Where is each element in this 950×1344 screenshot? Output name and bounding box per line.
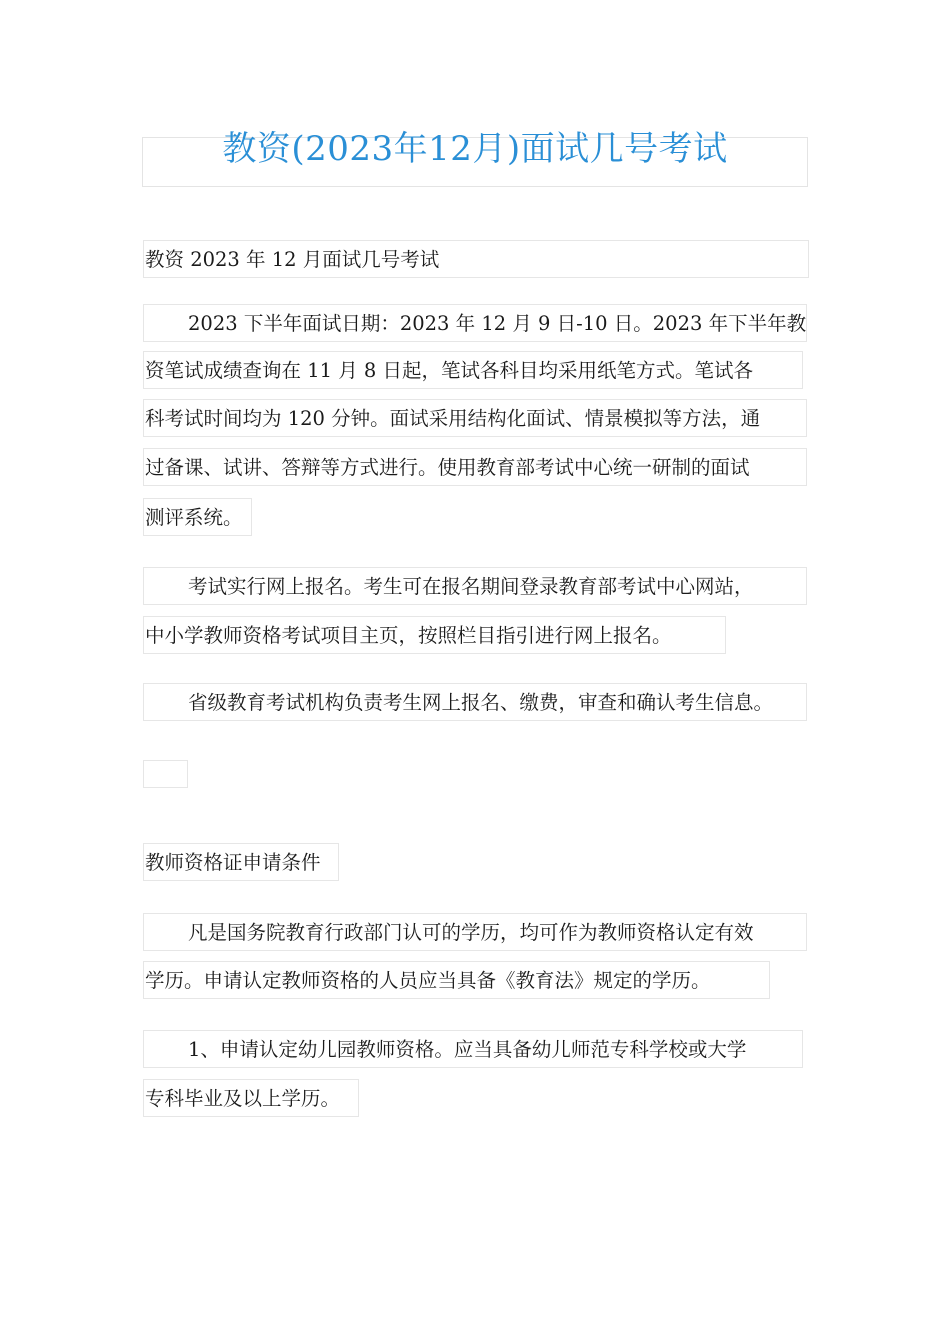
paragraph-line: 测评系统。 — [143, 498, 252, 536]
paragraph-line: 1、申请认定幼儿园教师资格。应当具备幼儿师范专科学校或大学 — [143, 1030, 803, 1068]
paragraph-line: 资笔试成绩查询在 11 月 8 日起，笔试各科目均采用纸笔方式。笔试各 — [143, 351, 803, 389]
empty-paragraph — [143, 760, 188, 788]
paragraph-line: 2023 下半年面试日期：2023 年 12 月 9 日-10 日。2023 年下半年教 — [143, 304, 807, 342]
paragraph-line: 凡是国务院教育行政部门认可的学历，均可作为教师资格认定有效 — [143, 913, 807, 951]
section-heading: 教师资格证申请条件 — [143, 843, 339, 881]
paragraph-line: 专科毕业及以上学历。 — [143, 1079, 359, 1117]
paragraph-line: 中小学教师资格考试项目主页，按照栏目指引进行网上报名。 — [143, 616, 726, 654]
paragraph-line: 过备课、试讲、答辩等方式进行。使用教育部考试中心统一研制的面试 — [143, 448, 807, 486]
paragraph-line: 考试实行网上报名。考生可在报名期间登录教育部考试中心网站， — [143, 567, 807, 605]
paragraph-line: 省级教育考试机构负责考生网上报名、缴费，审查和确认考生信息。 — [143, 683, 807, 721]
paragraph-line: 学历。申请认定教师资格的人员应当具备《教育法》规定的学历。 — [143, 961, 770, 999]
document-title: 教资(2023年12月)面试几号考试 — [222, 129, 728, 169]
paragraph-line: 科考试时间均为 120 分钟。面试采用结构化面试、情景模拟等方法，通 — [143, 399, 807, 437]
subtitle-line: 教资 2023 年 12 月面试几号考试 — [143, 240, 809, 278]
